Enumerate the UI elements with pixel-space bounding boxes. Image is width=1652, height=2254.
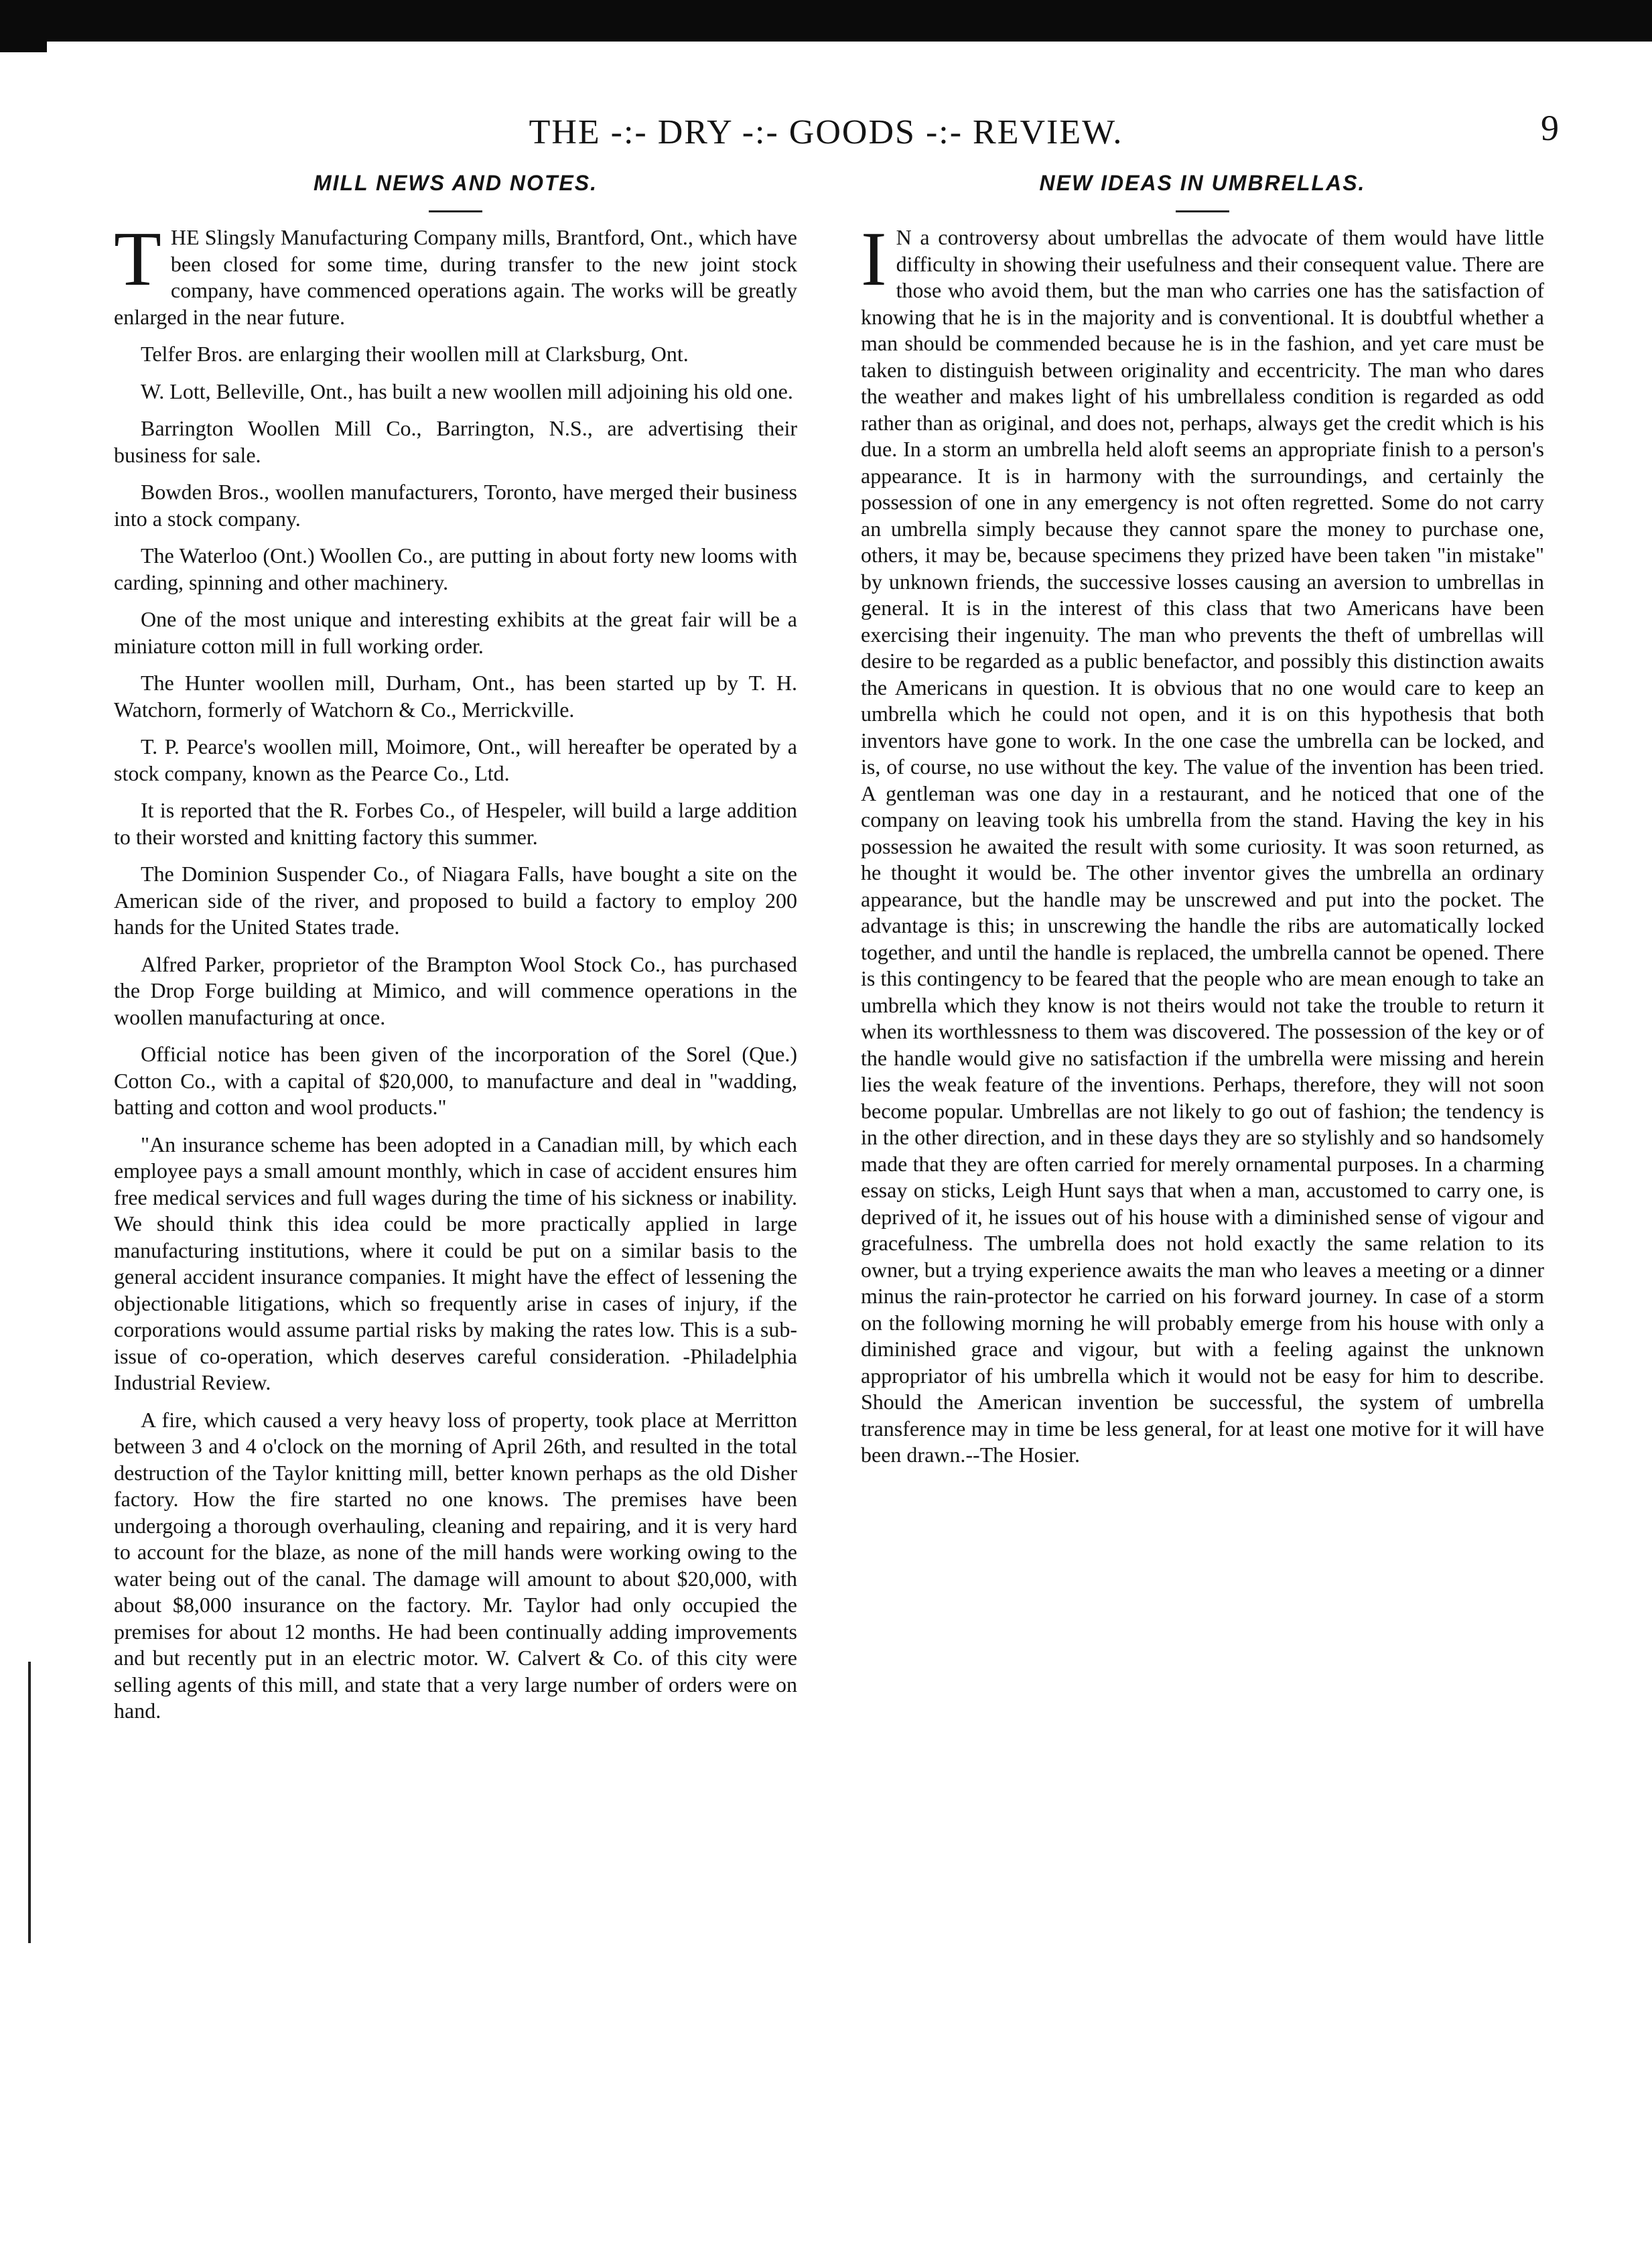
article-paragraph: W. Lott, Belleville, Ont., has built a new woollen mill adjoining his old one. <box>141 379 793 403</box>
article-paragraph: A fire, which caused a very heavy loss of property, took place at Merritton between 3 and 4 o'clock on the morning of April 26th, and resulted in the total destruction of the Taylor knitting mill, better known perhaps as the old Disher factory. How the fire started no one knows. The premises have been undergoing a thorough overhauling, cleaning and repairing, and it is very hard to account for the blaze, as none of the mill hands were working owing to the water being out of the canal. The damage will amount to about $20,000, with about $8,000 insurance on the factory. Mr. Taylor had only occupied the premises for about 12 months. He had been continually adding improvements and but recently put in an electric motor. W. Calvert & Co. of this city were selling agents of this mill, and state that a very large number of orders were on hand. <box>114 1407 797 1723</box>
article-paragraph <box>861 216 1544 1469</box>
scan-margin-mark <box>28 1662 31 1943</box>
paragraph-text: N a controversy about umbrellas the advocate of them would have little difficulty in showing their usefulness and their consequent value. There are those who avoid them, but the man who carries one has the satisfaction of knowing that he is in the majority and is conventional. It is doubtful whether a man should be commended because he is in the fashion, and yet care must be taken to distinguish between originality and eccentricity. The man who dares the weather and makes light of his umbrellaless condition is regarded as odd rather than as original, and does not, perhaps, always get the credit which is his due. In a storm an umbrella held aloft seems an appropriate finish to a person's appearance. It is in harmony with the surroundings, and certainly the possession of one in any emergency is not often regretted. Some do not carry an umbrella simply because they cannot spare the money to purchase one, others, it may be, because specimens they prized have been taken "in mistake" by unknown friends, the successive losses causing an aversion to umbrellas in general. It is in the interest of this class that two Americans have been exercising their ingenuity. The man who prevents the theft of umbrellas will desire to be regarded as a public benefactor, and possibly this distinction awaits the Americans in question. It is obvious that no one would care to keep an umbrella which he could not open, and it is on this hypothesis that both inventors have gone to work. In the one case the umbrella can be locked, and is, of course, no use without the key. The value of the invention has been tried. A gentleman was one day in a restaurant, and he noticed that one of the company on leaving took his umbrella from the stand. Having the key in his possession he awaited the result with some curiosity. It was soon returned, as he thought it would be. The other inventor gives the umbrella an ordinary appearance, but the handle may be unscrewed and put into the pocket. The advantage is this; in unscrewing the handle the ribs are automatically locked together, and until the handle is replaced, the umbrella cannot be opened. There is this contingency to be feared that the people who are mean enough to take an umbrella which they know is not theirs would not take the trouble to return it when its worthlessness to them was discovered. The possession of the key or of the handle would give no satisfaction if the umbrella were missing and herein lies the weak feature of the inventions. Perhaps, therefore, they will not soon become popular. Umbrellas are not likely to go out of fashion; the tendency is in the other direction, and in these days they are so stylishly and so handsomely made that they are often carried for merely ornamental purposes. In a charming essay on sticks, Leigh Hunt says that when a man, accustomed to carry one, is deprived of it, he issues out of his house with a diminished sense of vigour and gracefulness. The umbrella does not hold exactly the same relation to its owner, but a trying experience awaits the man who leaves a meeting or a dinner minus the rain-protector he carried on his forward journey. In case of a storm on the following morning he will probably emerge from his house with only a diminished grace and vigour, but with a feeling against the unknown appropriator of his umbrella which it would not be easy for him to describe. Should the American invention be successful, the system of umbrella transference may in time be less general, for at least one motive for it will have been drawn.--The Hosier. <box>861 225 1544 1467</box>
title-rule <box>1176 210 1229 212</box>
drop-cap: I <box>861 216 887 302</box>
article-paragraph: The Hunter woollen mill, Durham, Ont., has been started up by T. H. Watchorn, formerly of Watchorn & Co., Merrickville. <box>114 671 797 722</box>
article-paragraph: T. P. Pearce's woollen mill, Moimore, Ont., will hereafter be operated by a stock company, known as the Pearce Co., Ltd. <box>114 734 797 785</box>
mill-news-column <box>114 171 797 1735</box>
umbrellas-column <box>861 171 1544 1479</box>
article-paragraph: The Waterloo (Ont.) Woollen Co., are putting in about forty new looms with carding, spinning and other machinery. <box>114 543 797 594</box>
paragraph-text: HE Slingsly Manufacturing Company mills, Brantford, Ont., which have been closed for some time, during transfer to the new joint stock company, have commenced operations again. The works will be greatly enlarged in the near future. <box>114 225 797 329</box>
page-header: THE -:- DRY -:- GOODS -:- REVIEW. <box>529 113 1123 151</box>
article-paragraph: Barrington Woollen Mill Co., Barrington, N.S., are advertising their business for sale. <box>114 416 797 467</box>
scan-border-notch <box>0 42 47 52</box>
article-paragraph: It is reported that the R. Forbes Co., of Hespeler, will build a large addition to their worsted and knitting factory this summer. <box>114 798 797 849</box>
page-number: 9 <box>1541 108 1559 148</box>
article-paragraph: Official notice has been given of the incorporation of the Sorel (Que.) Cotton Co., with a capital of $20,000, to manufacture and deal in "wadding, batting and cotton and wool products." <box>114 1042 797 1119</box>
article-paragraph: Telfer Bros. are enlarging their woollen mill at Clarksburg, Ont. <box>141 342 689 366</box>
title-rule <box>429 210 482 212</box>
article-paragraph: Bowden Bros., woollen manufacturers, Toronto, have merged their business into a stock company. <box>114 480 797 531</box>
article-paragraph: The Dominion Suspender Co., of Niagara Falls, have bought a site on the American side of the river, and proposed to build a factory to employ 200 hands for the United States trade. <box>114 862 797 939</box>
drop-cap: T <box>114 216 161 302</box>
article-paragraph <box>114 216 797 330</box>
article-paragraph: Alfred Parker, proprietor of the Brampton Wool Stock Co., has purchased the Drop Forge building at Mimico, and will commence operations in the woollen manufacturing at once. <box>114 951 797 1029</box>
section-title-umbrellas: NEW IDEAS IN UMBRELLAS. <box>1039 171 1366 195</box>
article-paragraph: One of the most unique and interesting exhibits at the great fair will be a miniature cotton mill in full working order. <box>114 607 797 658</box>
scan-top-border <box>0 0 1652 42</box>
article-paragraph: "An insurance scheme has been adopted in a Canadian mill, by which each employee pays a small amount monthly, which in case of accident ensures him free medical services and full wages during the time of his sickness or inability. We should think this idea could be more practically applied in large manufacturing institutions, where it could be put on a similar basis to the general accident insurance companies. It might have the effect of lessening the objectionable litigations, which so frequently arise in cases of injury, if the corporations would assume partial risks by making the rates low. This is a sub-issue of co-operation, which deserves careful consideration. -Philadelphia Industrial Review. <box>114 1132 797 1394</box>
section-title-mill-news: MILL NEWS AND NOTES. <box>314 171 598 195</box>
